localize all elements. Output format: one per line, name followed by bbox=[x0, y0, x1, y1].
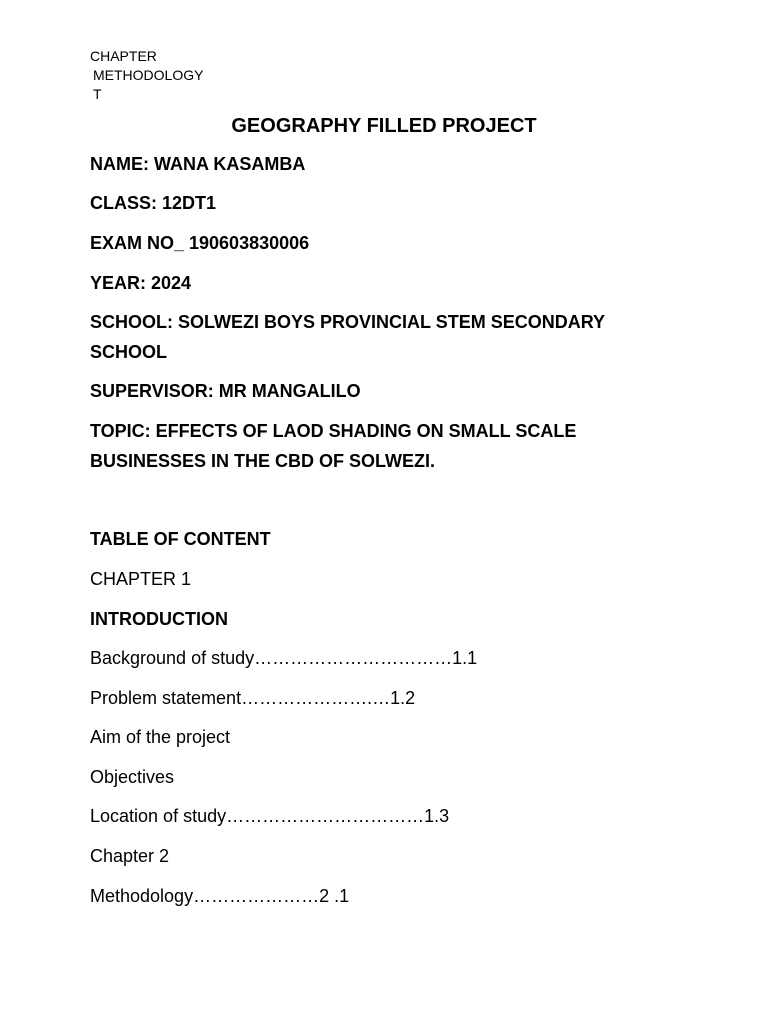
project-topic: TOPIC: EFFECTS OF LAOD SHADING ON SMALL SCALE BUSINESSES IN THE CBD OF SOLWEZI. bbox=[90, 421, 577, 471]
toc-item: Background of study……………………………1.1 bbox=[90, 648, 478, 668]
toc-chapter-1: CHAPTER 1 bbox=[90, 569, 192, 589]
header-line-t: T bbox=[93, 86, 102, 102]
toc-item: Problem statement………………….…1.2 bbox=[90, 688, 416, 708]
header-line-chapter: CHAPTER bbox=[90, 48, 157, 64]
header-snippet bbox=[90, 47, 203, 104]
header-line-methodology: METHODOLOGY bbox=[93, 67, 204, 83]
toc-introduction: INTRODUCTION bbox=[90, 609, 228, 629]
toc-heading: TABLE OF CONTENT bbox=[90, 529, 271, 549]
year: YEAR: 2024 bbox=[90, 273, 192, 293]
toc-item: Aim of the project bbox=[90, 727, 231, 747]
supervisor: SUPERVISOR: MR MANGALILO bbox=[90, 381, 361, 401]
student-class: CLASS: 12DT1 bbox=[90, 193, 217, 213]
toc-item: Chapter 2 bbox=[90, 846, 170, 866]
toc-item: Objectives bbox=[90, 767, 175, 787]
document-title: GEOGRAPHY FILLED PROJECT bbox=[231, 115, 537, 137]
exam-number: EXAM NO_ 190603830006 bbox=[90, 233, 310, 253]
toc-item: Location of study……………………………1.3 bbox=[90, 806, 450, 826]
student-name: NAME: WANA KASAMBA bbox=[90, 154, 306, 174]
toc-item: Methodology…………………2 .1 bbox=[90, 886, 350, 906]
school-name: SCHOOL: SOLWEZI BOYS PROVINCIAL STEM SECONDARY SCHOOL bbox=[90, 312, 605, 362]
